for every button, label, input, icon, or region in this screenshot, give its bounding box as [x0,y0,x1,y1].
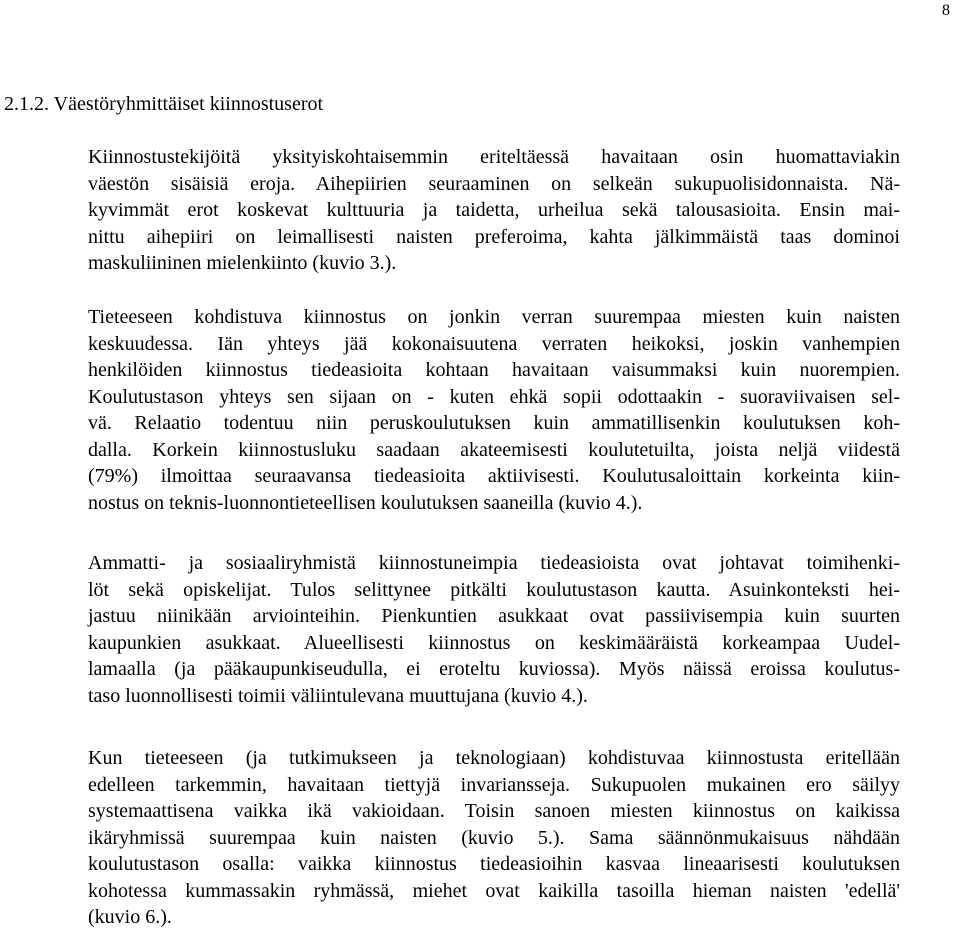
section-heading: 2.1.2. Väestöryhmittäiset kiinnostuserot [4,93,324,115]
page-number: 8 [942,2,950,19]
paragraph-4 [88,745,900,931]
paragraph-line: taso luonnollisesti toimii väliintulevana muuttujana (kuvio 4.). [88,684,588,707]
paragraph-line: ikäryhmissä suurempaa kuin naisten (kuvio 5.). Sama säännönmukaisuus nähdään [88,826,900,849]
paragraph-line: maskuliininen mielenkiinto (kuvio 3.). [88,252,397,274]
paragraph-line: jastuu niinikään arviointeihin. Pienkuntien asukkaat ovat passiivisempia kuin suurten [88,605,900,627]
paragraph-line: Kun tieteeseen (ja tutkimukseen ja teknologiaan) kohdistuvaa kiinnostusta eritellään [88,747,900,769]
paragraph-3 [88,550,900,709]
paragraph-line: systemaattisena vaikka ikä vakioidaan. Toisin sanoen miesten kiinnostus on kaikissa [88,800,900,822]
paragraph-line: dalla. Korkein kiinnostusluku saadaan akateemisesti koulutetuilta, joista neljä viidestä [88,438,900,461]
paragraph-line: Kiinnostustekijöitä yksityiskohtaisemmin eriteltäessä havaitaan osin huomattaviakin [88,146,900,168]
paragraph-line: Tieteeseen kohdistuva kiinnostus on jonkin verran suurempaa miesten kuin naisten [88,306,900,328]
paragraph-line: (79%) ilmoittaa seuraavansa tiedeasioita aktiivisesti. Koulutusaloittain korkeinta kiin- [88,465,900,487]
paragraph-line: henkilöiden kiinnostus tiedeasioita kohtaan havaitaan vaisummaksi kuin nuorempien. [88,359,900,381]
paragraph-line: koulutustason osalla: vaikka kiinnostus tiedeasioihin kasvaa lineaarisesti koulutuksen [88,853,900,875]
paragraph-line: löt sekä opiskelijat. Tulos selittynee pitkälti koulutustason kautta. Asuinkonteksti hei- [88,578,900,601]
paragraph-line: (kuvio 6.). [88,906,172,928]
paragraph-line: lamaalla (ja pääkaupunkiseudulla, ei eroteltu kuviossa). Myös näissä eroissa koulutus- [88,658,900,680]
paragraph-line: nostus on teknis-luonnontieteellisen koulutuksen saaneilla (kuvio 4.). [88,491,643,514]
paragraph-line: edelleen tarkemmin, havaitaan tiettyjä invariansseja. Sukupuolen mukainen ero säilyy [88,773,900,796]
paragraph-line: kyvimmät erot koskevat kulttuuria ja taidetta, urheilua sekä talousasioita. Ensin mai- [88,199,900,221]
paragraph-line: keskuudessa. Iän yhteys jää kokonaisuutena verraten heikoksi, joskin vanhempien [88,332,900,355]
paragraph-1 [88,144,900,277]
paragraph-line: nittu aihepiiri on leimallisesti naisten preferoima, kahta jälkimmäistä taas dominoi [88,225,900,248]
paragraph-line: kaupunkien asukkaat. Alueellisesti kiinnostus on keskimääräistä korkeampaa Uudel- [88,631,900,654]
paragraph-line: kohotessa kummassakin ryhmässä, miehet ovat kaikilla tasoilla hieman naisten 'edellä' [88,879,900,902]
paragraph-line: Ammatti- ja sosiaaliryhmistä kiinnostuneimpia tiedeasioista ovat johtavat toimihenki- [88,552,900,574]
paragraph-2 [88,304,900,516]
paragraph-line: vä. Relaatio todentuu niin peruskoulutuksen kuin ammatillisenkin koulutuksen koh- [88,412,900,434]
paragraph-line: Koulutustason yhteys sen sijaan on - kuten ehkä sopii odottaakin - suoraviivaisen sel- [88,385,900,408]
paragraph-line: väestön sisäisiä eroja. Aihepiirien seuraaminen on selkeän sukupuolisidonnaista. Nä- [88,172,900,195]
